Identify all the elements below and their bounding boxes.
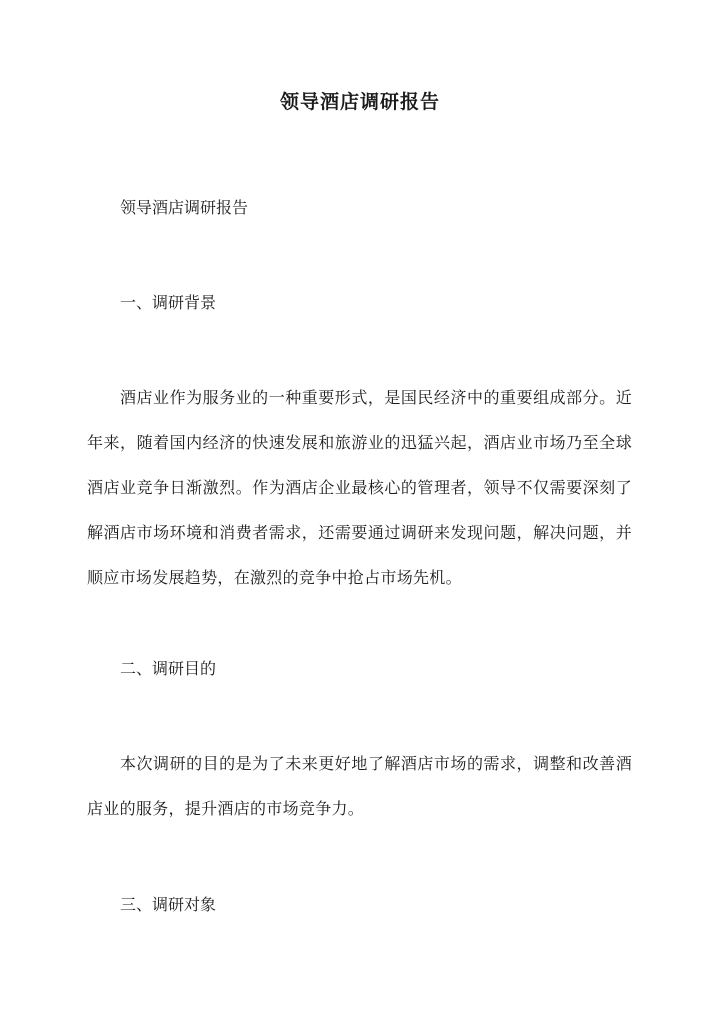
document-title: 领导酒店调研报告 bbox=[279, 91, 440, 113]
section-heading-subjects: 三、调研对象 bbox=[120, 895, 217, 914]
section-heading-purpose: 二、调研目的 bbox=[120, 659, 217, 678]
section-paragraph-purpose: 本次调研的目的是为了未来更好地了解酒店市场的需求，调整和改善酒店业的服务，提升酒店的市场竞争力。 bbox=[87, 754, 632, 818]
section-paragraph-background: 酒店业作为服务业的一种重要形式，是国民经济中的重要组成部分。近年来，随着国内经济的快速发展和旅游业的迅猛兴起，酒店业市场乃至全球酒店业竞争日渐激烈。作为酒店企业最核心的管理者，领导不仅需要深刻了解酒店市场环境和消费者需求，还需要通过调研来发现问题，解决问题，并顺应市场发展趋势，在激烈的竞争中抢占市场先机。 bbox=[87, 388, 632, 587]
section-heading-background: 一、调研背景 bbox=[120, 293, 217, 312]
document-subtitle: 领导酒店调研报告 bbox=[120, 198, 249, 217]
